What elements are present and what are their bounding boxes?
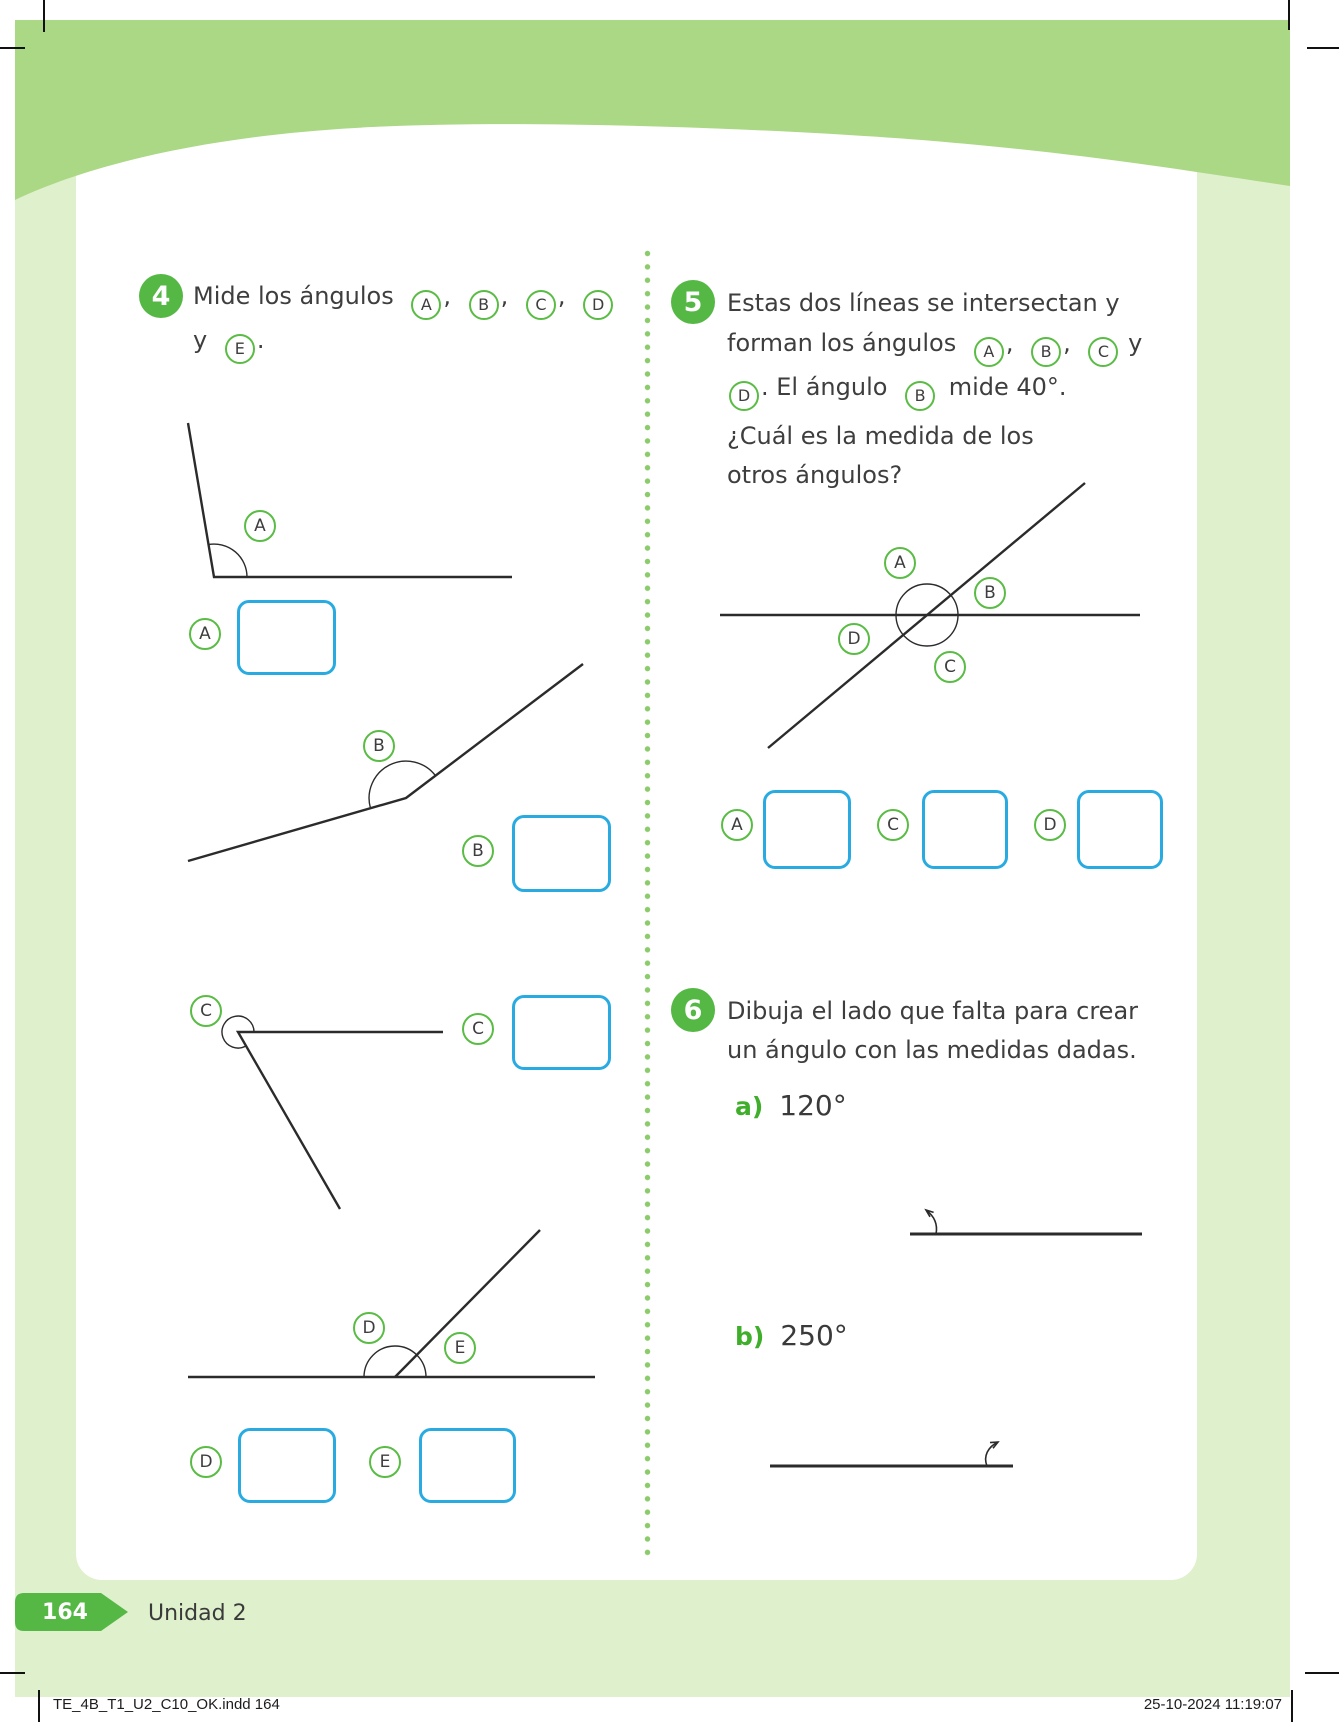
header-wave [15,20,1290,220]
angle-chip-c: C [1088,337,1118,367]
exercise6-text [727,992,1138,1070]
angle-a-label: A [244,510,276,542]
answer-box-c[interactable] [512,995,611,1070]
angle-de-arc [364,1346,426,1377]
exercise5-line2: forman los ángulos A , B , C y [727,323,1142,367]
item-b-label: b) [735,1322,765,1351]
unit-label: Unidad 2 [148,1601,247,1626]
exercise5-number: 5 [683,286,703,318]
period: . [256,326,265,354]
ex5-answer-label-d: D [1034,809,1066,841]
page-number: 164 [42,1600,88,1625]
ex5-angle-b-label: B [974,577,1006,609]
answer-label-c: C [462,1013,494,1045]
crop-mark-top-left-v [43,0,45,32]
angle-e-label: E [444,1332,476,1364]
angle-chip-b: B [905,381,935,411]
answer-box-d[interactable] [238,1428,336,1503]
exercise5-question-line2: otros ángulos? [727,461,903,489]
answer-label-b: B [462,835,494,867]
answer-label-e: E [369,1446,401,1478]
comma: , [500,282,509,310]
exercise5-number-badge [671,280,715,324]
exercise6-number-badge [671,988,715,1032]
ex5-angle-d-label: D [838,623,870,655]
ex5-angle-a-label: A [884,547,916,579]
crop-mark-top-right-v [1288,0,1290,30]
exercise5-line3: D . El ángulo B mide 40°. [727,367,1142,411]
crop-mark-top-right-h [1307,47,1339,49]
angle-chip-d: D [729,381,759,411]
angle-chip-b: B [1031,337,1061,367]
angle-b-arc [369,761,435,808]
angle-de-diagram [170,1200,600,1390]
ex5-answer-label-a: A [721,809,753,841]
intersecting-lines-diagram [700,460,1160,760]
angle-chip-a: A [974,337,1004,367]
crop-mark-top-left-h [0,47,25,49]
word-y: y [193,326,208,354]
angle-250-diagram [750,1420,1050,1490]
crop-mark-bottom-left-h [0,1672,25,1674]
angle-chip-c: C [526,290,556,320]
exercise6-line1: Dibuja el lado que falta para crear [727,997,1139,1025]
answer-label-a: A [189,618,221,650]
crop-mark-bottom-right-v [1291,1690,1293,1722]
print-slug-datetime: 25-10-2024 11:19:07 [1143,1696,1282,1713]
answer-label-d: D [190,1446,222,1478]
angle-chip-e: E [225,334,255,364]
answer-box-e[interactable] [419,1428,516,1503]
ex5-answer-box-a[interactable] [763,790,851,869]
crop-mark-bottom-left-v [38,1690,40,1722]
angle-120-diagram [880,1180,1160,1260]
comma: , [1063,329,1071,357]
exercise4-line1 [193,276,615,320]
crop-mark-bottom-right-h [1305,1672,1339,1674]
ex5-answer-box-c[interactable] [922,790,1008,869]
exercise5-question-line1: ¿Cuál es la medida de los [727,422,1034,450]
exercise5-line1: Estas dos líneas se intersectan y [727,289,1120,317]
item-a-value: 120° [779,1089,847,1122]
exercise6-item-b [735,1319,848,1352]
word-y: y [1128,329,1143,357]
comma: , [1005,329,1014,357]
header-wave-shape [15,20,1290,200]
angle-b-label: B [363,730,395,762]
angle-c-diagram [180,1000,470,1220]
exercise4-intro: Mide los ángulos [193,282,394,310]
angle-c-rays [238,1032,443,1209]
angle-chip-b: B [469,290,499,320]
item-a-label: a) [735,1092,764,1121]
exercise6-item-a [735,1089,847,1122]
exercise4-text [193,276,615,364]
column-divider [644,250,651,1556]
exercise5-text [727,283,1142,411]
comma: , [557,282,566,310]
exercise4-number-badge [139,274,183,318]
angle-c-label: C [190,995,222,1027]
angle-a-diagram [170,400,530,600]
item-b-value: 250° [780,1319,848,1352]
ex5-angle-c-label: C [934,651,966,683]
answer-box-b[interactable] [512,815,611,892]
exercise6-line2: un ángulo con las medidas dadas. [727,1036,1137,1064]
angle-d-label: D [353,1312,385,1344]
exercise4-line2 [193,320,615,364]
ex5-answer-box-d[interactable] [1077,790,1163,869]
angle-250-arrow-arc [986,1442,998,1466]
comma: , [443,282,451,310]
print-slug-filename: TE_4B_T1_U2_C10_OK.indd 164 [53,1696,280,1713]
exercise6-number: 6 [683,994,703,1026]
exercise4-number: 4 [151,280,171,312]
angle-chip-a: A [411,290,441,320]
ex5-answer-label-c: C [877,809,909,841]
angle-chip-d: D [583,290,613,320]
